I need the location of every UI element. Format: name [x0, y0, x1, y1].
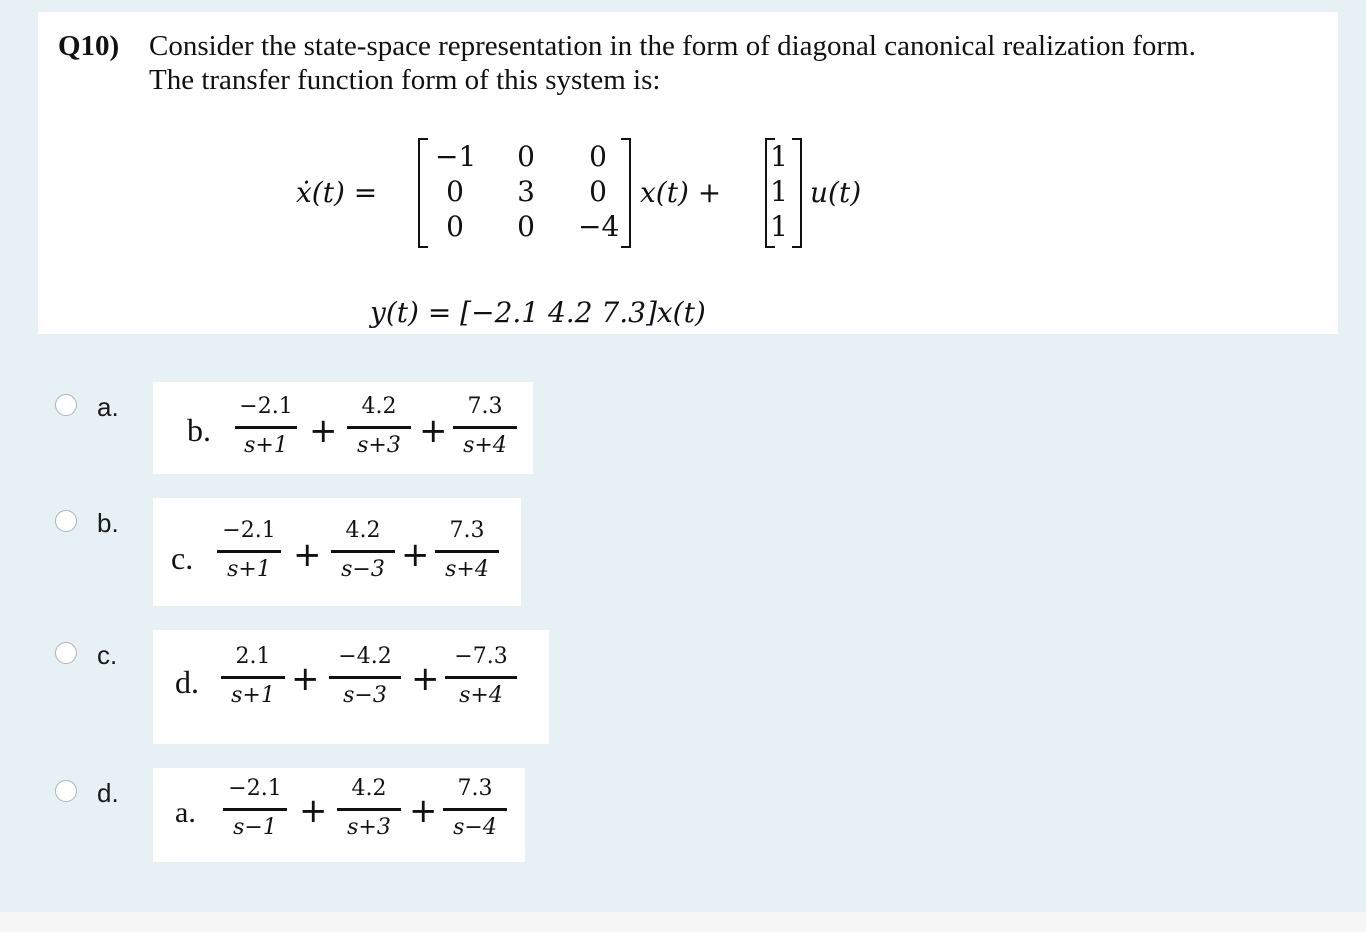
matrix-a-cell: 0 — [589, 175, 607, 208]
u-term: u(t) — [810, 176, 862, 209]
plus-sign: + — [309, 411, 338, 451]
radio-button[interactable] — [55, 642, 77, 664]
fraction-numerator: −2.1 — [222, 518, 276, 543]
plus-sign: + — [411, 659, 440, 699]
matrix-b-right-bracket — [792, 138, 802, 248]
fraction-denominator: s−3 — [343, 683, 387, 708]
fraction-numerator: 4.2 — [361, 394, 397, 419]
fraction-bar — [445, 676, 517, 679]
fraction-bar — [453, 426, 517, 429]
option-letter: c. — [97, 640, 118, 670]
matrix-b-cell: 1 — [770, 210, 788, 243]
radio-button[interactable] — [55, 510, 77, 532]
fraction-denominator: s−4 — [453, 815, 497, 840]
radio-button[interactable] — [55, 780, 77, 802]
fraction-numerator: −7.3 — [454, 644, 508, 669]
fraction — [331, 518, 395, 583]
option-image[interactable] — [153, 382, 533, 474]
matrix-a-cell: 0 — [517, 210, 535, 243]
plus-sign: + — [419, 411, 448, 451]
radio-button[interactable] — [55, 394, 77, 416]
matrix-a-cell: −1 — [435, 140, 477, 173]
plus-sign: + — [293, 535, 322, 575]
fraction-numerator: 7.3 — [449, 518, 485, 543]
fraction — [217, 518, 281, 583]
fraction-denominator: s+4 — [459, 683, 503, 708]
option-prefix: d. — [175, 664, 199, 700]
matrix-b-cell: 1 — [770, 175, 788, 208]
fraction — [337, 776, 401, 841]
question-text-line1: Consider the state-space representation in the form of diagonal canonical realization form. — [149, 30, 1196, 62]
option-letter: a. — [97, 392, 119, 422]
matrix-a-cell: −4 — [578, 210, 620, 243]
matrix-a-cell: 0 — [589, 140, 607, 173]
plus-sign: + — [299, 791, 328, 831]
question-number: Q10) — [58, 30, 120, 62]
matrix-a-cell: 0 — [517, 140, 535, 173]
footer-strip — [0, 912, 1366, 932]
option-image[interactable] — [153, 498, 521, 606]
option-prefix: c. — [171, 540, 194, 576]
state-equation-lhs: ẋ(t) = — [296, 176, 378, 209]
matrix-a-left-bracket — [418, 138, 428, 248]
fraction-numerator: 2.1 — [235, 644, 271, 669]
fraction — [347, 394, 411, 459]
fraction-denominator: s+3 — [357, 433, 401, 458]
option-letter: b. — [97, 508, 119, 538]
fraction — [445, 644, 517, 709]
fraction-numerator: 4.2 — [351, 776, 387, 801]
fraction — [329, 644, 401, 709]
fraction-bar — [443, 808, 507, 811]
x-term: x(t) + — [640, 176, 722, 209]
fraction-numerator: −4.2 — [338, 644, 392, 669]
fraction-bar — [331, 550, 395, 553]
option-image[interactable] — [153, 630, 549, 744]
fraction-denominator: s−1 — [233, 815, 277, 840]
fraction-denominator: s+4 — [463, 433, 507, 458]
fraction — [435, 518, 499, 583]
option-prefix: a. — [175, 796, 196, 829]
fraction-denominator: s+4 — [445, 557, 489, 582]
plus-sign: + — [409, 791, 438, 831]
fraction-numerator: 7.3 — [457, 776, 493, 801]
fraction — [221, 644, 285, 709]
matrix-b-cell: 1 — [770, 140, 788, 173]
fraction — [235, 394, 297, 459]
fraction-denominator: s+1 — [231, 683, 275, 708]
fraction-numerator: 4.2 — [345, 518, 381, 543]
fraction — [453, 394, 517, 459]
option-image[interactable] — [153, 768, 525, 862]
fraction — [443, 776, 507, 841]
question-card — [38, 12, 1338, 334]
fraction-numerator: −2.1 — [228, 776, 282, 801]
option-letter: d. — [97, 778, 119, 808]
fraction — [223, 776, 287, 841]
fraction-bar — [347, 426, 411, 429]
fraction-numerator: −2.1 — [239, 394, 293, 419]
fraction-denominator: s−3 — [341, 557, 385, 582]
fraction-bar — [329, 676, 401, 679]
output-equation: y(t) = [−2.1 4.2 7.3]x(t) — [370, 296, 706, 329]
fraction-bar — [221, 676, 285, 679]
fraction-bar — [235, 426, 297, 429]
matrix-a-cell: 0 — [446, 210, 464, 243]
fraction-bar — [217, 550, 281, 553]
matrix-a-right-bracket — [621, 138, 631, 248]
fraction-bar — [223, 808, 287, 811]
fraction-denominator: s+1 — [244, 433, 288, 458]
fraction-numerator: 7.3 — [467, 394, 503, 419]
plus-sign: + — [401, 535, 430, 575]
matrix-a-cell: 3 — [517, 175, 535, 208]
option-prefix: b. — [187, 412, 211, 448]
question-text-line2: The transfer function form of this system is: — [149, 64, 661, 96]
fraction-bar — [435, 550, 499, 553]
matrix-a-cell: 0 — [446, 175, 464, 208]
fraction-bar — [337, 808, 401, 811]
plus-sign: + — [291, 659, 320, 699]
fraction-denominator: s+3 — [347, 815, 391, 840]
fraction-denominator: s+1 — [227, 557, 271, 582]
